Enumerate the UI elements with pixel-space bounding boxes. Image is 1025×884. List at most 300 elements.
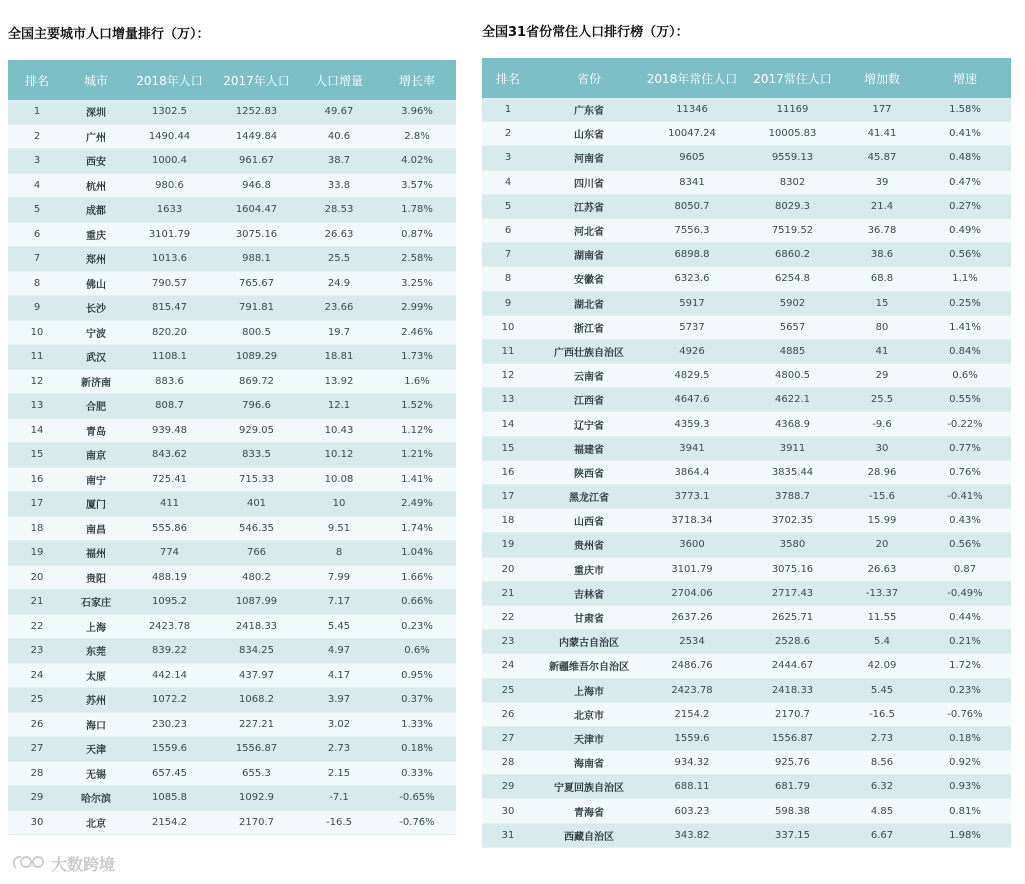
value-cell: 2.73: [845, 726, 919, 750]
value-cell: 3075.16: [740, 557, 845, 581]
value-cell: 18.81: [300, 345, 378, 370]
value-cell: 681.79: [740, 775, 845, 799]
name-cell: 西安: [66, 149, 126, 174]
rank-cell: 31: [482, 823, 534, 847]
city-ranking-title: 全国主要城市人口增量排行（万）：: [8, 27, 210, 42]
table-row: [482, 702, 1011, 726]
table-row: [8, 222, 456, 247]
value-cell: -13.37: [845, 581, 919, 605]
value-cell: 1.72%: [919, 654, 1011, 678]
value-cell: 0.37%: [378, 688, 456, 713]
value-cell: 41.41: [845, 122, 919, 146]
rank-cell: 25: [8, 688, 66, 713]
value-cell: 657.45: [126, 761, 213, 786]
name-cell: 广州: [66, 124, 126, 149]
value-cell: 3911: [740, 436, 845, 460]
value-cell: 1.73%: [378, 345, 456, 370]
value-cell: 1.41%: [378, 467, 456, 492]
value-cell: 3.57%: [378, 173, 456, 198]
rank-cell: 8: [8, 271, 66, 296]
value-cell: 26.63: [845, 557, 919, 581]
value-cell: 488.19: [126, 565, 213, 590]
value-cell: 227.21: [213, 712, 300, 737]
value-cell: 9559.13: [740, 146, 845, 170]
table-row: [482, 98, 1011, 122]
name-cell: 西藏自治区: [534, 823, 644, 847]
value-cell: 10047.24: [644, 122, 740, 146]
value-cell: 1.74%: [378, 516, 456, 541]
table-row: [482, 485, 1011, 509]
value-cell: 1.66%: [378, 565, 456, 590]
value-cell: 0.6%: [378, 639, 456, 664]
table-row: [8, 271, 456, 296]
rank-cell: 27: [8, 737, 66, 762]
value-cell: -0.22%: [919, 412, 1011, 436]
table-row: [482, 654, 1011, 678]
rank-cell: 4: [482, 170, 534, 194]
value-cell: 6323.6: [644, 267, 740, 291]
name-cell: 海口: [66, 712, 126, 737]
value-cell: 1556.87: [740, 726, 845, 750]
value-cell: 961.67: [213, 149, 300, 174]
value-cell: -9.6: [845, 412, 919, 436]
table-row: [482, 436, 1011, 460]
rank-cell: 23: [8, 639, 66, 664]
value-cell: 2704.06: [644, 581, 740, 605]
value-cell: 3835.44: [740, 460, 845, 484]
rank-cell: 9: [8, 296, 66, 321]
value-cell: 480.2: [213, 565, 300, 590]
value-cell: 11169: [740, 98, 845, 122]
value-cell: 4647.6: [644, 388, 740, 412]
name-cell: 石家庄: [66, 590, 126, 615]
value-cell: 23.66: [300, 296, 378, 321]
value-cell: -0.49%: [919, 581, 1011, 605]
table-row: [8, 173, 456, 198]
value-cell: 2154.2: [644, 702, 740, 726]
rank-cell: 17: [482, 485, 534, 509]
value-cell: 980.6: [126, 173, 213, 198]
value-cell: 28.53: [300, 198, 378, 223]
value-cell: 1072.2: [126, 688, 213, 713]
value-cell: 0.49%: [919, 218, 1011, 242]
value-cell: 3864.4: [644, 460, 740, 484]
value-cell: 30: [845, 436, 919, 460]
name-cell: 贵州省: [534, 533, 644, 557]
rank-cell: 26: [482, 702, 534, 726]
rank-cell: 8: [482, 267, 534, 291]
value-cell: 10.43: [300, 418, 378, 443]
value-cell: 11.55: [845, 605, 919, 629]
value-cell: 10.08: [300, 467, 378, 492]
rank-cell: 22: [8, 614, 66, 639]
value-cell: -7.1: [300, 786, 378, 811]
table-row: [482, 412, 1011, 436]
table-row: [482, 218, 1011, 242]
value-cell: 3773.1: [644, 485, 740, 509]
table-row: [8, 688, 456, 713]
table-row: [482, 726, 1011, 750]
name-cell: 哈尔滨: [66, 786, 126, 811]
name-cell: 天津: [66, 737, 126, 762]
column-header: 增速: [919, 58, 1011, 98]
name-cell: 长沙: [66, 296, 126, 321]
rank-cell: 21: [482, 581, 534, 605]
value-cell: 3.96%: [378, 100, 456, 124]
rank-cell: 5: [8, 198, 66, 223]
table-row: [8, 247, 456, 272]
rank-cell: 12: [482, 364, 534, 388]
rank-cell: 7: [8, 247, 66, 272]
value-cell: -0.65%: [378, 786, 456, 811]
name-cell: 杭州: [66, 173, 126, 198]
value-cell: 25.5: [845, 388, 919, 412]
rank-cell: 28: [482, 751, 534, 775]
column-header: 2018年人口: [126, 60, 213, 100]
value-cell: 2.99%: [378, 296, 456, 321]
value-cell: 25.5: [300, 247, 378, 272]
value-cell: 21.4: [845, 194, 919, 218]
value-cell: 0.95%: [378, 663, 456, 688]
table-row: [482, 557, 1011, 581]
name-cell: 江西省: [534, 388, 644, 412]
name-cell: 郑州: [66, 247, 126, 272]
value-cell: 1.1%: [919, 267, 1011, 291]
value-cell: 603.23: [644, 799, 740, 823]
table-row: [482, 799, 1011, 823]
name-cell: 重庆市: [534, 557, 644, 581]
value-cell: 4926: [644, 339, 740, 363]
value-cell: 4622.1: [740, 388, 845, 412]
value-cell: 0.56%: [919, 243, 1011, 267]
value-cell: 1068.2: [213, 688, 300, 713]
name-cell: 贵阳: [66, 565, 126, 590]
value-cell: 8.56: [845, 751, 919, 775]
value-cell: 6254.8: [740, 267, 845, 291]
value-cell: -0.41%: [919, 485, 1011, 509]
rank-cell: 15: [482, 436, 534, 460]
value-cell: 28.96: [845, 460, 919, 484]
value-cell: 13.92: [300, 369, 378, 394]
table-row: [8, 369, 456, 394]
value-cell: 3.02: [300, 712, 378, 737]
rank-cell: 20: [482, 557, 534, 581]
value-cell: 3075.16: [213, 222, 300, 247]
name-cell: 新济南: [66, 369, 126, 394]
value-cell: 0.23%: [919, 678, 1011, 702]
name-cell: 成都: [66, 198, 126, 223]
value-cell: 4.17: [300, 663, 378, 688]
value-cell: 946.8: [213, 173, 300, 198]
name-cell: 山西省: [534, 509, 644, 533]
value-cell: 6860.2: [740, 243, 845, 267]
name-cell: 福建省: [534, 436, 644, 460]
table-row: [482, 315, 1011, 339]
rank-cell: 11: [8, 345, 66, 370]
value-cell: 80: [845, 315, 919, 339]
value-cell: 0.66%: [378, 590, 456, 615]
name-cell: 浙江省: [534, 315, 644, 339]
table-row: [8, 149, 456, 174]
rank-cell: 13: [482, 388, 534, 412]
table-row: [482, 146, 1011, 170]
value-cell: 1085.8: [126, 786, 213, 811]
value-cell: 0.81%: [919, 799, 1011, 823]
value-cell: 8302: [740, 170, 845, 194]
rank-cell: 25: [482, 678, 534, 702]
value-cell: -15.6: [845, 485, 919, 509]
value-cell: 1.33%: [378, 712, 456, 737]
value-cell: 41: [845, 339, 919, 363]
value-cell: 839.22: [126, 639, 213, 664]
rank-cell: 20: [8, 565, 66, 590]
table-row: [482, 630, 1011, 654]
name-cell: 辽宁省: [534, 412, 644, 436]
value-cell: 9605: [644, 146, 740, 170]
value-cell: 4800.5: [740, 364, 845, 388]
value-cell: 0.27%: [919, 194, 1011, 218]
value-cell: 3101.79: [644, 557, 740, 581]
value-cell: 2637.26: [644, 605, 740, 629]
table-row: [482, 751, 1011, 775]
value-cell: 869.72: [213, 369, 300, 394]
name-cell: 北京: [66, 810, 126, 835]
name-cell: 南宁: [66, 467, 126, 492]
name-cell: 甘肃省: [534, 605, 644, 629]
value-cell: 411: [126, 492, 213, 517]
rank-cell: 29: [482, 775, 534, 799]
value-cell: 20: [845, 533, 919, 557]
value-cell: 4.97: [300, 639, 378, 664]
rank-cell: 23: [482, 630, 534, 654]
rank-cell: 15: [8, 443, 66, 468]
value-cell: 401: [213, 492, 300, 517]
rank-cell: 3: [482, 146, 534, 170]
value-cell: 1.12%: [378, 418, 456, 443]
value-cell: 0.87%: [378, 222, 456, 247]
rank-cell: 21: [8, 590, 66, 615]
value-cell: 0.47%: [919, 170, 1011, 194]
table-row: [8, 737, 456, 762]
value-cell: 2154.2: [126, 810, 213, 835]
name-cell: 上海市: [534, 678, 644, 702]
value-cell: 5737: [644, 315, 740, 339]
value-cell: 1089.29: [213, 345, 300, 370]
name-cell: 内蒙古自治区: [534, 630, 644, 654]
value-cell: 2418.33: [740, 678, 845, 702]
value-cell: 800.5: [213, 320, 300, 345]
value-cell: 2.8%: [378, 124, 456, 149]
name-cell: 宁夏回族自治区: [534, 775, 644, 799]
table-row: [8, 761, 456, 786]
value-cell: 6.32: [845, 775, 919, 799]
value-cell: 934.32: [644, 751, 740, 775]
value-cell: 655.3: [213, 761, 300, 786]
value-cell: 7.17: [300, 590, 378, 615]
table-row: [482, 267, 1011, 291]
province-ranking-table: [482, 58, 1011, 848]
value-cell: 1108.1: [126, 345, 213, 370]
name-cell: 湖南省: [534, 243, 644, 267]
value-cell: 0.18%: [919, 726, 1011, 750]
value-cell: 5.4: [845, 630, 919, 654]
table-row: [8, 418, 456, 443]
value-cell: 0.6%: [919, 364, 1011, 388]
name-cell: 湖北省: [534, 291, 644, 315]
rank-cell: 13: [8, 394, 66, 419]
name-cell: 佛山: [66, 271, 126, 296]
value-cell: -16.5: [300, 810, 378, 835]
value-cell: 0.18%: [378, 737, 456, 762]
table-row: [8, 810, 456, 835]
table-row: [8, 100, 456, 124]
table-row: [8, 786, 456, 811]
province-ranking-panel: [482, 22, 1011, 848]
value-cell: 8341: [644, 170, 740, 194]
value-cell: 6898.8: [644, 243, 740, 267]
rank-cell: 6: [482, 218, 534, 242]
value-cell: 1559.6: [126, 737, 213, 762]
value-cell: 442.14: [126, 663, 213, 688]
watermark: [10, 852, 115, 874]
value-cell: 988.1: [213, 247, 300, 272]
value-cell: 2625.71: [740, 605, 845, 629]
value-cell: 2423.78: [644, 678, 740, 702]
watermark-text: 大数跨境: [51, 854, 116, 874]
name-cell: 河南省: [534, 146, 644, 170]
value-cell: 36.78: [845, 218, 919, 242]
value-cell: 2.15: [300, 761, 378, 786]
value-cell: 2534: [644, 630, 740, 654]
value-cell: 2.58%: [378, 247, 456, 272]
value-cell: 2423.78: [126, 614, 213, 639]
value-cell: 40.6: [300, 124, 378, 149]
value-cell: 8050.7: [644, 194, 740, 218]
value-cell: 177: [845, 98, 919, 122]
value-cell: 3600: [644, 533, 740, 557]
name-cell: 安徽省: [534, 267, 644, 291]
value-cell: 7519.52: [740, 218, 845, 242]
value-cell: 1095.2: [126, 590, 213, 615]
value-cell: 10005.83: [740, 122, 845, 146]
table-row: [482, 339, 1011, 363]
name-cell: 山东省: [534, 122, 644, 146]
table-row: [482, 533, 1011, 557]
rank-cell: 14: [8, 418, 66, 443]
table-row: [482, 170, 1011, 194]
value-cell: 4.02%: [378, 149, 456, 174]
table-row: [8, 296, 456, 321]
rank-cell: 1: [482, 98, 534, 122]
value-cell: 1.41%: [919, 315, 1011, 339]
value-cell: 1252.83: [213, 100, 300, 124]
name-cell: 武汉: [66, 345, 126, 370]
value-cell: 5902: [740, 291, 845, 315]
name-cell: 吉林省: [534, 581, 644, 605]
name-cell: 苏州: [66, 688, 126, 713]
value-cell: 4885: [740, 339, 845, 363]
value-cell: 0.87: [919, 557, 1011, 581]
name-cell: 黑龙江省: [534, 485, 644, 509]
table-row: [8, 516, 456, 541]
value-cell: 19.7: [300, 320, 378, 345]
rank-cell: 5: [482, 194, 534, 218]
table-row: [8, 198, 456, 223]
column-header: 排名: [8, 60, 66, 100]
rank-cell: 11: [482, 339, 534, 363]
value-cell: 2170.7: [213, 810, 300, 835]
rank-cell: 19: [8, 541, 66, 566]
value-cell: 765.67: [213, 271, 300, 296]
value-cell: 2717.43: [740, 581, 845, 605]
rank-cell: 18: [482, 509, 534, 533]
value-cell: 5917: [644, 291, 740, 315]
rank-cell: 29: [8, 786, 66, 811]
value-cell: 7556.3: [644, 218, 740, 242]
value-cell: 2444.67: [740, 654, 845, 678]
name-cell: 北京市: [534, 702, 644, 726]
value-cell: 437.97: [213, 663, 300, 688]
name-cell: 厦门: [66, 492, 126, 517]
value-cell: 1.6%: [378, 369, 456, 394]
value-cell: 2.49%: [378, 492, 456, 517]
rank-cell: 17: [8, 492, 66, 517]
value-cell: -16.5: [845, 702, 919, 726]
value-cell: 39: [845, 170, 919, 194]
name-cell: 广东省: [534, 98, 644, 122]
name-cell: 南昌: [66, 516, 126, 541]
rank-cell: 14: [482, 412, 534, 436]
column-header: 增长率: [378, 60, 456, 100]
value-cell: 2.73: [300, 737, 378, 762]
value-cell: 8029.3: [740, 194, 845, 218]
table-row: [482, 605, 1011, 629]
value-cell: 5657: [740, 315, 845, 339]
logo-icon: [10, 852, 46, 874]
value-cell: 68.8: [845, 267, 919, 291]
table-row: [482, 243, 1011, 267]
name-cell: 东莞: [66, 639, 126, 664]
value-cell: 0.33%: [378, 761, 456, 786]
value-cell: 833.5: [213, 443, 300, 468]
value-cell: 5.45: [300, 614, 378, 639]
rank-cell: 18: [8, 516, 66, 541]
name-cell: 宁波: [66, 320, 126, 345]
value-cell: 4.85: [845, 799, 919, 823]
rank-cell: 2: [482, 122, 534, 146]
name-cell: 青海省: [534, 799, 644, 823]
value-cell: 808.7: [126, 394, 213, 419]
value-cell: 9.51: [300, 516, 378, 541]
rank-cell: 9: [482, 291, 534, 315]
rank-cell: 10: [8, 320, 66, 345]
value-cell: 598.38: [740, 799, 845, 823]
value-cell: 3941: [644, 436, 740, 460]
value-cell: 2528.6: [740, 630, 845, 654]
value-cell: 834.25: [213, 639, 300, 664]
value-cell: 11346: [644, 98, 740, 122]
value-cell: 0.21%: [919, 630, 1011, 654]
value-cell: 1.98%: [919, 823, 1011, 847]
name-cell: 上海: [66, 614, 126, 639]
value-cell: 2.46%: [378, 320, 456, 345]
value-cell: 15: [845, 291, 919, 315]
column-header: 城市: [66, 60, 126, 100]
value-cell: 2486.76: [644, 654, 740, 678]
value-cell: 3702.35: [740, 509, 845, 533]
value-cell: 815.47: [126, 296, 213, 321]
value-cell: -0.76%: [378, 810, 456, 835]
